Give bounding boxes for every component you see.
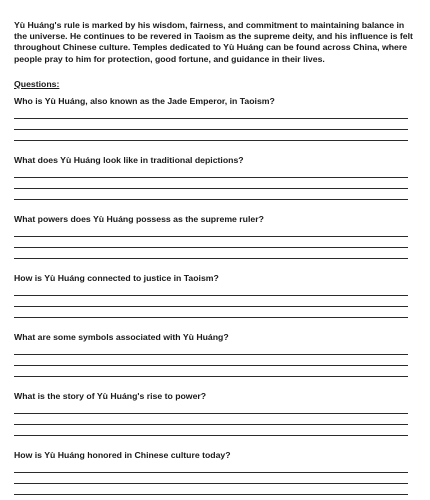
- question-text: What powers does Yù Huáng possess as the supreme ruler?: [14, 213, 264, 224]
- answer-line[interactable]: [14, 140, 408, 141]
- questions-heading: Questions:: [14, 78, 60, 89]
- question-text: How is Yù Huáng honored in Chinese culture today?: [14, 449, 231, 460]
- question-text: What is the story of Yù Huáng's rise to power?: [14, 390, 207, 401]
- answer-line[interactable]: [14, 118, 408, 119]
- intro-paragraph: Yù Huáng's rule is marked by his wisdom, fairness, and commitment to maintaining balance in the universe. He continues to be revered in Taoism as the supreme deity, and his influence is felt throughout Chinese culture. Temples dedicated to Yù Huáng can be found across China, where people pray to him for protection, good fortune, and guidance in their lives.: [14, 20, 413, 64]
- answer-line[interactable]: [14, 424, 408, 425]
- question-block: [14, 273, 408, 318]
- answer-line[interactable]: [14, 247, 408, 248]
- answer-line[interactable]: [14, 306, 408, 307]
- answer-line[interactable]: [14, 129, 408, 130]
- question-block: [14, 450, 408, 495]
- question-block: [14, 332, 408, 377]
- answer-line[interactable]: [14, 376, 408, 377]
- answer-line[interactable]: [14, 483, 408, 484]
- answer-line[interactable]: [14, 317, 408, 318]
- answer-line[interactable]: [14, 177, 408, 178]
- answer-line[interactable]: [14, 472, 408, 473]
- answer-line[interactable]: [14, 435, 408, 436]
- question-text: Who is Yù Huáng, also known as the Jade Emperor, in Taoism?: [14, 95, 275, 106]
- question-text: How is Yù Huáng connected to justice in Taoism?: [14, 272, 219, 283]
- question-block: [14, 155, 408, 200]
- answer-line[interactable]: [14, 365, 408, 366]
- answer-line[interactable]: [14, 494, 408, 495]
- answer-line[interactable]: [14, 236, 408, 237]
- answer-line[interactable]: [14, 258, 408, 259]
- answer-line[interactable]: [14, 413, 408, 414]
- question-block: [14, 391, 408, 436]
- question-text: What does Yù Huáng look like in traditional depictions?: [14, 154, 244, 165]
- question-text: What are some symbols associated with Yù Huáng?: [14, 331, 229, 342]
- question-block: [14, 214, 408, 259]
- answer-line[interactable]: [14, 188, 408, 189]
- answer-line[interactable]: [14, 199, 408, 200]
- question-block: [14, 96, 408, 141]
- answer-line[interactable]: [14, 295, 408, 296]
- answer-line[interactable]: [14, 354, 408, 355]
